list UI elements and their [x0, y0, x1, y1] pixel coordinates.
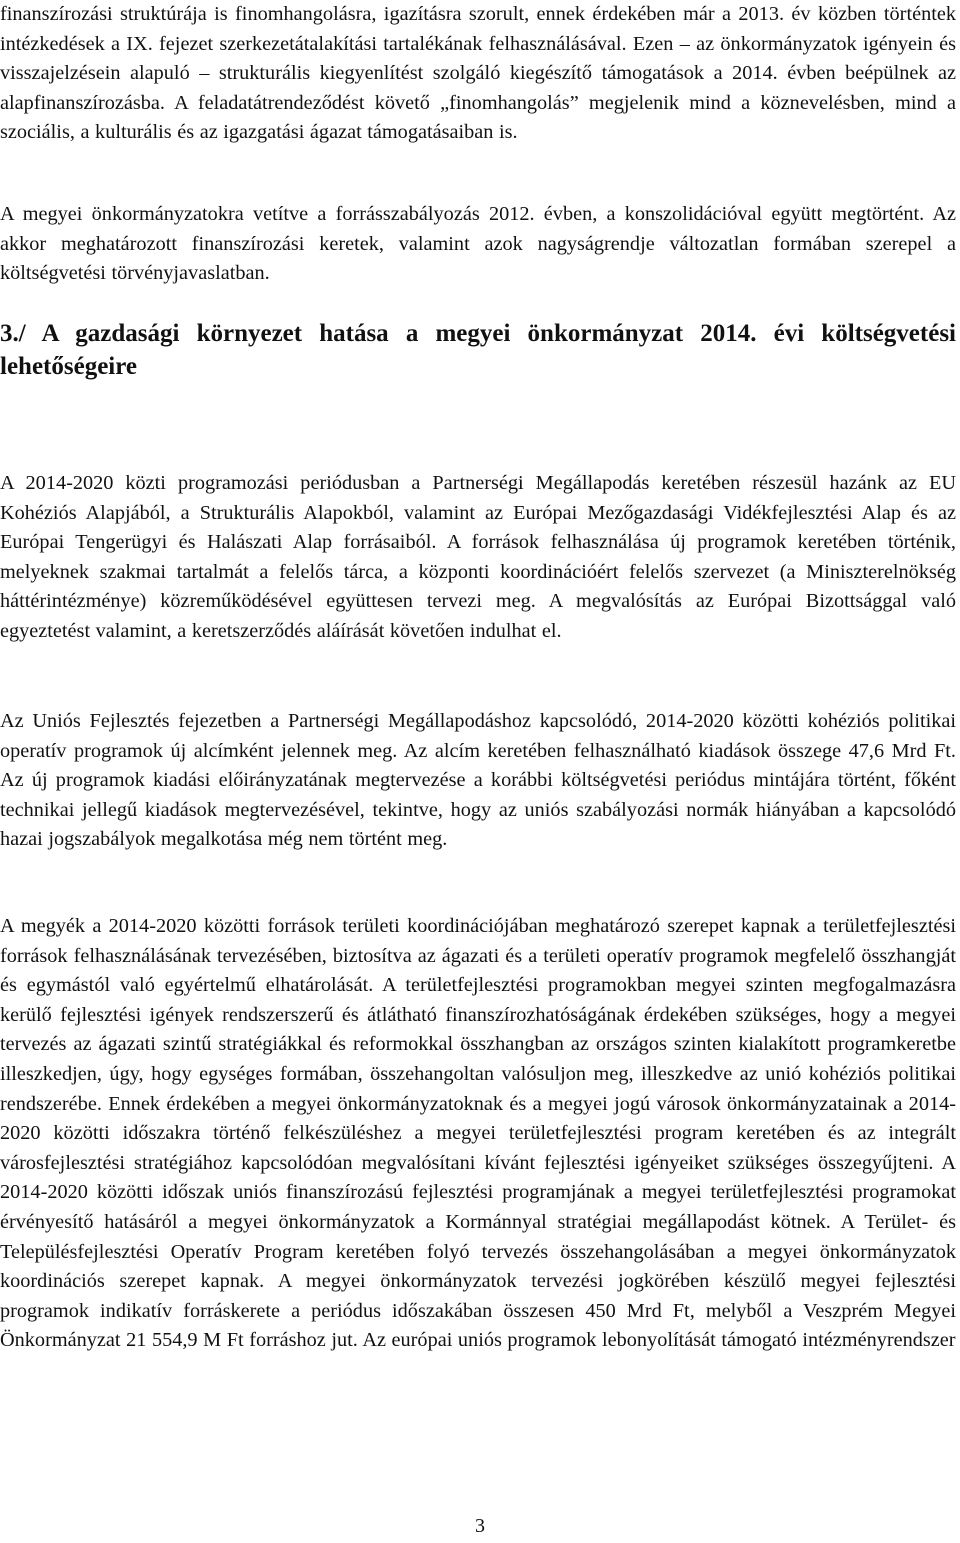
paragraph-county-coordination: A megyék a 2014-2020 közötti források területi koordinációjában meghatározó szerepet kapnak a területfejlesztési források felhasználásának tervezésében, biztosítva az ágazati és a területi operatív programok megfelelő összhangját és egymástól való egyértelmű elhatárolását. A területfejlesztési programokban megyei szinten megfogalmazásra kerülő fejlesztési igények rendszerszerű és átlátható finanszírozhatóságának érdekében szükséges, hogy a megyei tervezés az ágazati szintű stratégiákkal és reformokkal összhangban az országos szinten kialakított programkeretbe illeszkedjen, úgy, hogy egységes formában, összehangoltan valósuljon meg, illeszkedve az unió kohéziós politikai rendszerébe. Ennek érdekében a megyei önkormányzatoknak és a megyei jogú városok önkormányzatainak a 2014-2020 közötti időszakra történő felkészüléshez a megyei területfejlesztési program keretében és az integrált városfejlesztési stratégiához kapcsolódóan megvalósítani kívánt fejlesztési igényeiket szükséges összegyűjteni. A 2014-2020 közötti időszak uniós finanszírozású fejlesztési programjának a megyei területfejlesztési programokat érvényesítő hatásáról a megyei önkormányzatok a Kormánnyal stratégiai megállapodást kötnek. A Terület- és Településfejlesztési Operatív Program keretében folyó tervezés összehangolásában a megyei önkormányzatok koordinációs szerepet kapnak. A megyei önkormányzatok tervezési jogkörében készülő megyei fejlesztési programok indikatív forráskerete a periódus időszakában összesen 450 Mrd Ft, melyből a Veszprém Megyei Önkormányzat 21 554,9 M Ft forráshoz jut. Az európai uniós programok lebonyolítását támogató intézményrendszer: [0, 915, 956, 1352]
paragraph-union-development: Az Uniós Fejlesztés fejezetben a Partnerségi Megállapodáshoz kapcsolódó, 2014-2020 közötti kohéziós politikai operatív programok új alcímként jelennek meg. Az alcím keretében felhasználható kiadások összege 47,6 Mrd Ft. Az új programok kiadási előirányzatának megtervezése a korábbi költségvetési periódus mintájára történt, főként technikai jellegű kiadások megtervezésével, tekintve, hogy az uniós szabályozási normák hiányában a kapcsolódó hazai jogszabályok megalkotása még nem történt meg.: [0, 710, 956, 851]
page-number: 3: [475, 1515, 485, 1537]
section-heading: 3./ A gazdasági környezet hatása a megyei önkormányzat 2014. évi költségvetési lehetőségeire: [0, 320, 956, 380]
paragraph-county-funding: A megyei önkormányzatokra vetítve a forrásszabályozás 2012. évben, a konszolidációval együtt megtörtént. Az akkor meghatározott finanszírozási keretek, valamint azok nagyságrendje változatlan formában szerepel a költségvetési törvényjavaslatban.: [0, 203, 956, 285]
paragraph-continued: finanszírozási struktúrája is finomhangolásra, igazításra szorult, ennek érdekében már a 2013. év közben történtek intézkedések a IX. fejezet szerkezetátalakítási tartalékának felhasználásával. Ezen – az önkormányzatok igényein és visszajelzésein alapuló – strukturális kiegyenlítést szolgáló kiegészítő támogatások a 2014. évben beépülnek az alapfinanszírozásba. A feladatátrendeződést követő „finomhangolás” megjelenik mind a köznevelésben, mind a szociális, a kulturális és az igazgatási ágazat támogatásaiban is.: [0, 3, 956, 144]
paragraph-partnership-agreement: A 2014-2020 közti programozási periódusban a Partnerségi Megállapodás keretében részesül hazánk az EU Kohéziós Alapjából, a Strukturális Alapokból, valamint az Európai Mezőgazdasági Vidékfejlesztési Alap és az Európai Tengerügyi és Halászati Alap forrásaiból. A források felhasználása új programok keretében történik, melyeknek szakmai tartalmát a felelős tárca, a központi koordinációért felelős szervezet (a Miniszterelnökség háttérintézménye) közreműködésével együttesen tervezi meg. A megvalósítás az Európai Bizottsággal való egyeztetést valamint, a keretszerződés aláírását követően indulhat el.: [0, 472, 956, 642]
